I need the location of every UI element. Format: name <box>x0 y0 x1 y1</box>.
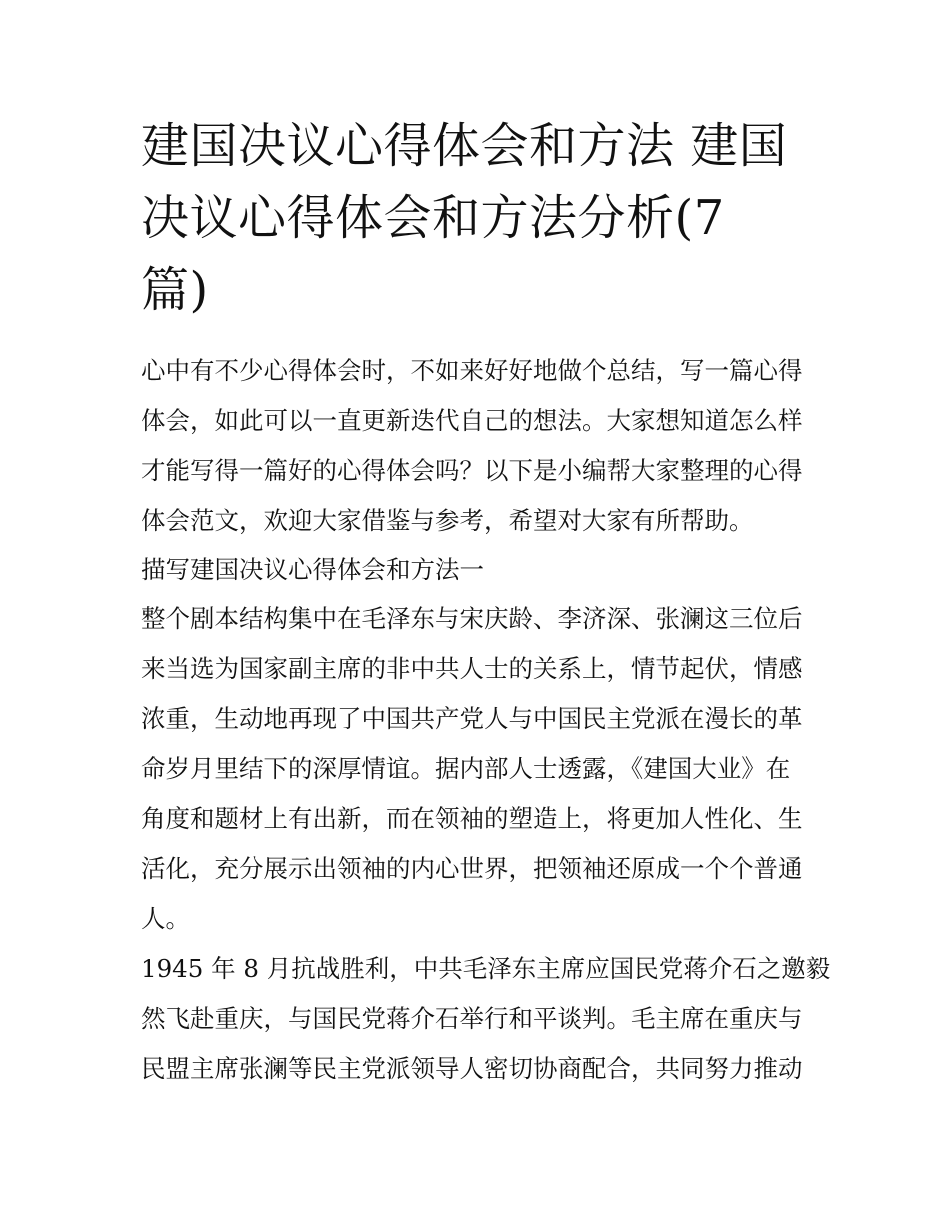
body-paragraph-1 <box>141 594 813 944</box>
title-line: 建国决议心得体会和方法 建国 <box>141 118 788 174</box>
title-line: 决议心得体会和方法分析(7 <box>141 190 725 246</box>
text-line: 来当选为国家副主席的非中共人士的关系上，情节起伏，情感 <box>141 654 803 683</box>
text-line: 浓重，生动地再现了中国共产党人与中国民主党派在漫长的革 <box>141 704 803 733</box>
text-line: 人。 <box>141 904 190 933</box>
text-line: 命岁月里结下的深厚情谊。据内部人士透露，《建国大业》在 <box>141 754 791 783</box>
text-line: 活化，充分展示出领袖的内心世界，把领袖还原成一个个普通 <box>141 854 803 883</box>
heading-line: 描写建国决议心得体会和方法一 <box>141 555 484 584</box>
body-paragraph-2 <box>141 944 831 1094</box>
text-line: 然飞赴重庆，与国民党蒋介石举行和平谈判。毛主席在重庆与 <box>141 1004 803 1033</box>
text-line: 体会，如此可以一直更新迭代自己的想法。大家想知道怎么样 <box>141 406 803 435</box>
document-title <box>141 110 813 326</box>
document-page <box>141 110 831 1094</box>
text-line: 1945 年 8 月抗战胜利，中共毛泽东主席应国民党蒋介石之邀毅 <box>141 954 831 983</box>
text-line: 角度和题材上有出新，而在领袖的塑造上，将更加人性化、生 <box>141 804 803 833</box>
intro-paragraph <box>141 346 813 546</box>
section-heading <box>141 546 813 594</box>
text-line: 才能写得一篇好的心得体会吗？以下是小编帮大家整理的心得 <box>141 456 803 485</box>
text-line: 体会范文，欢迎大家借鉴与参考，希望对大家有所帮助。 <box>141 506 754 535</box>
document-body <box>141 346 831 1094</box>
title-line: 篇) <box>141 262 209 318</box>
text-line: 心中有不少心得体会时，不如来好好地做个总结，写一篇心得 <box>141 356 803 385</box>
text-line: 整个剧本结构集中在毛泽东与宋庆龄、李济深、张澜这三位后 <box>141 604 803 633</box>
text-line: 民盟主席张澜等民主党派领导人密切协商配合，共同努力推动 <box>141 1054 803 1083</box>
